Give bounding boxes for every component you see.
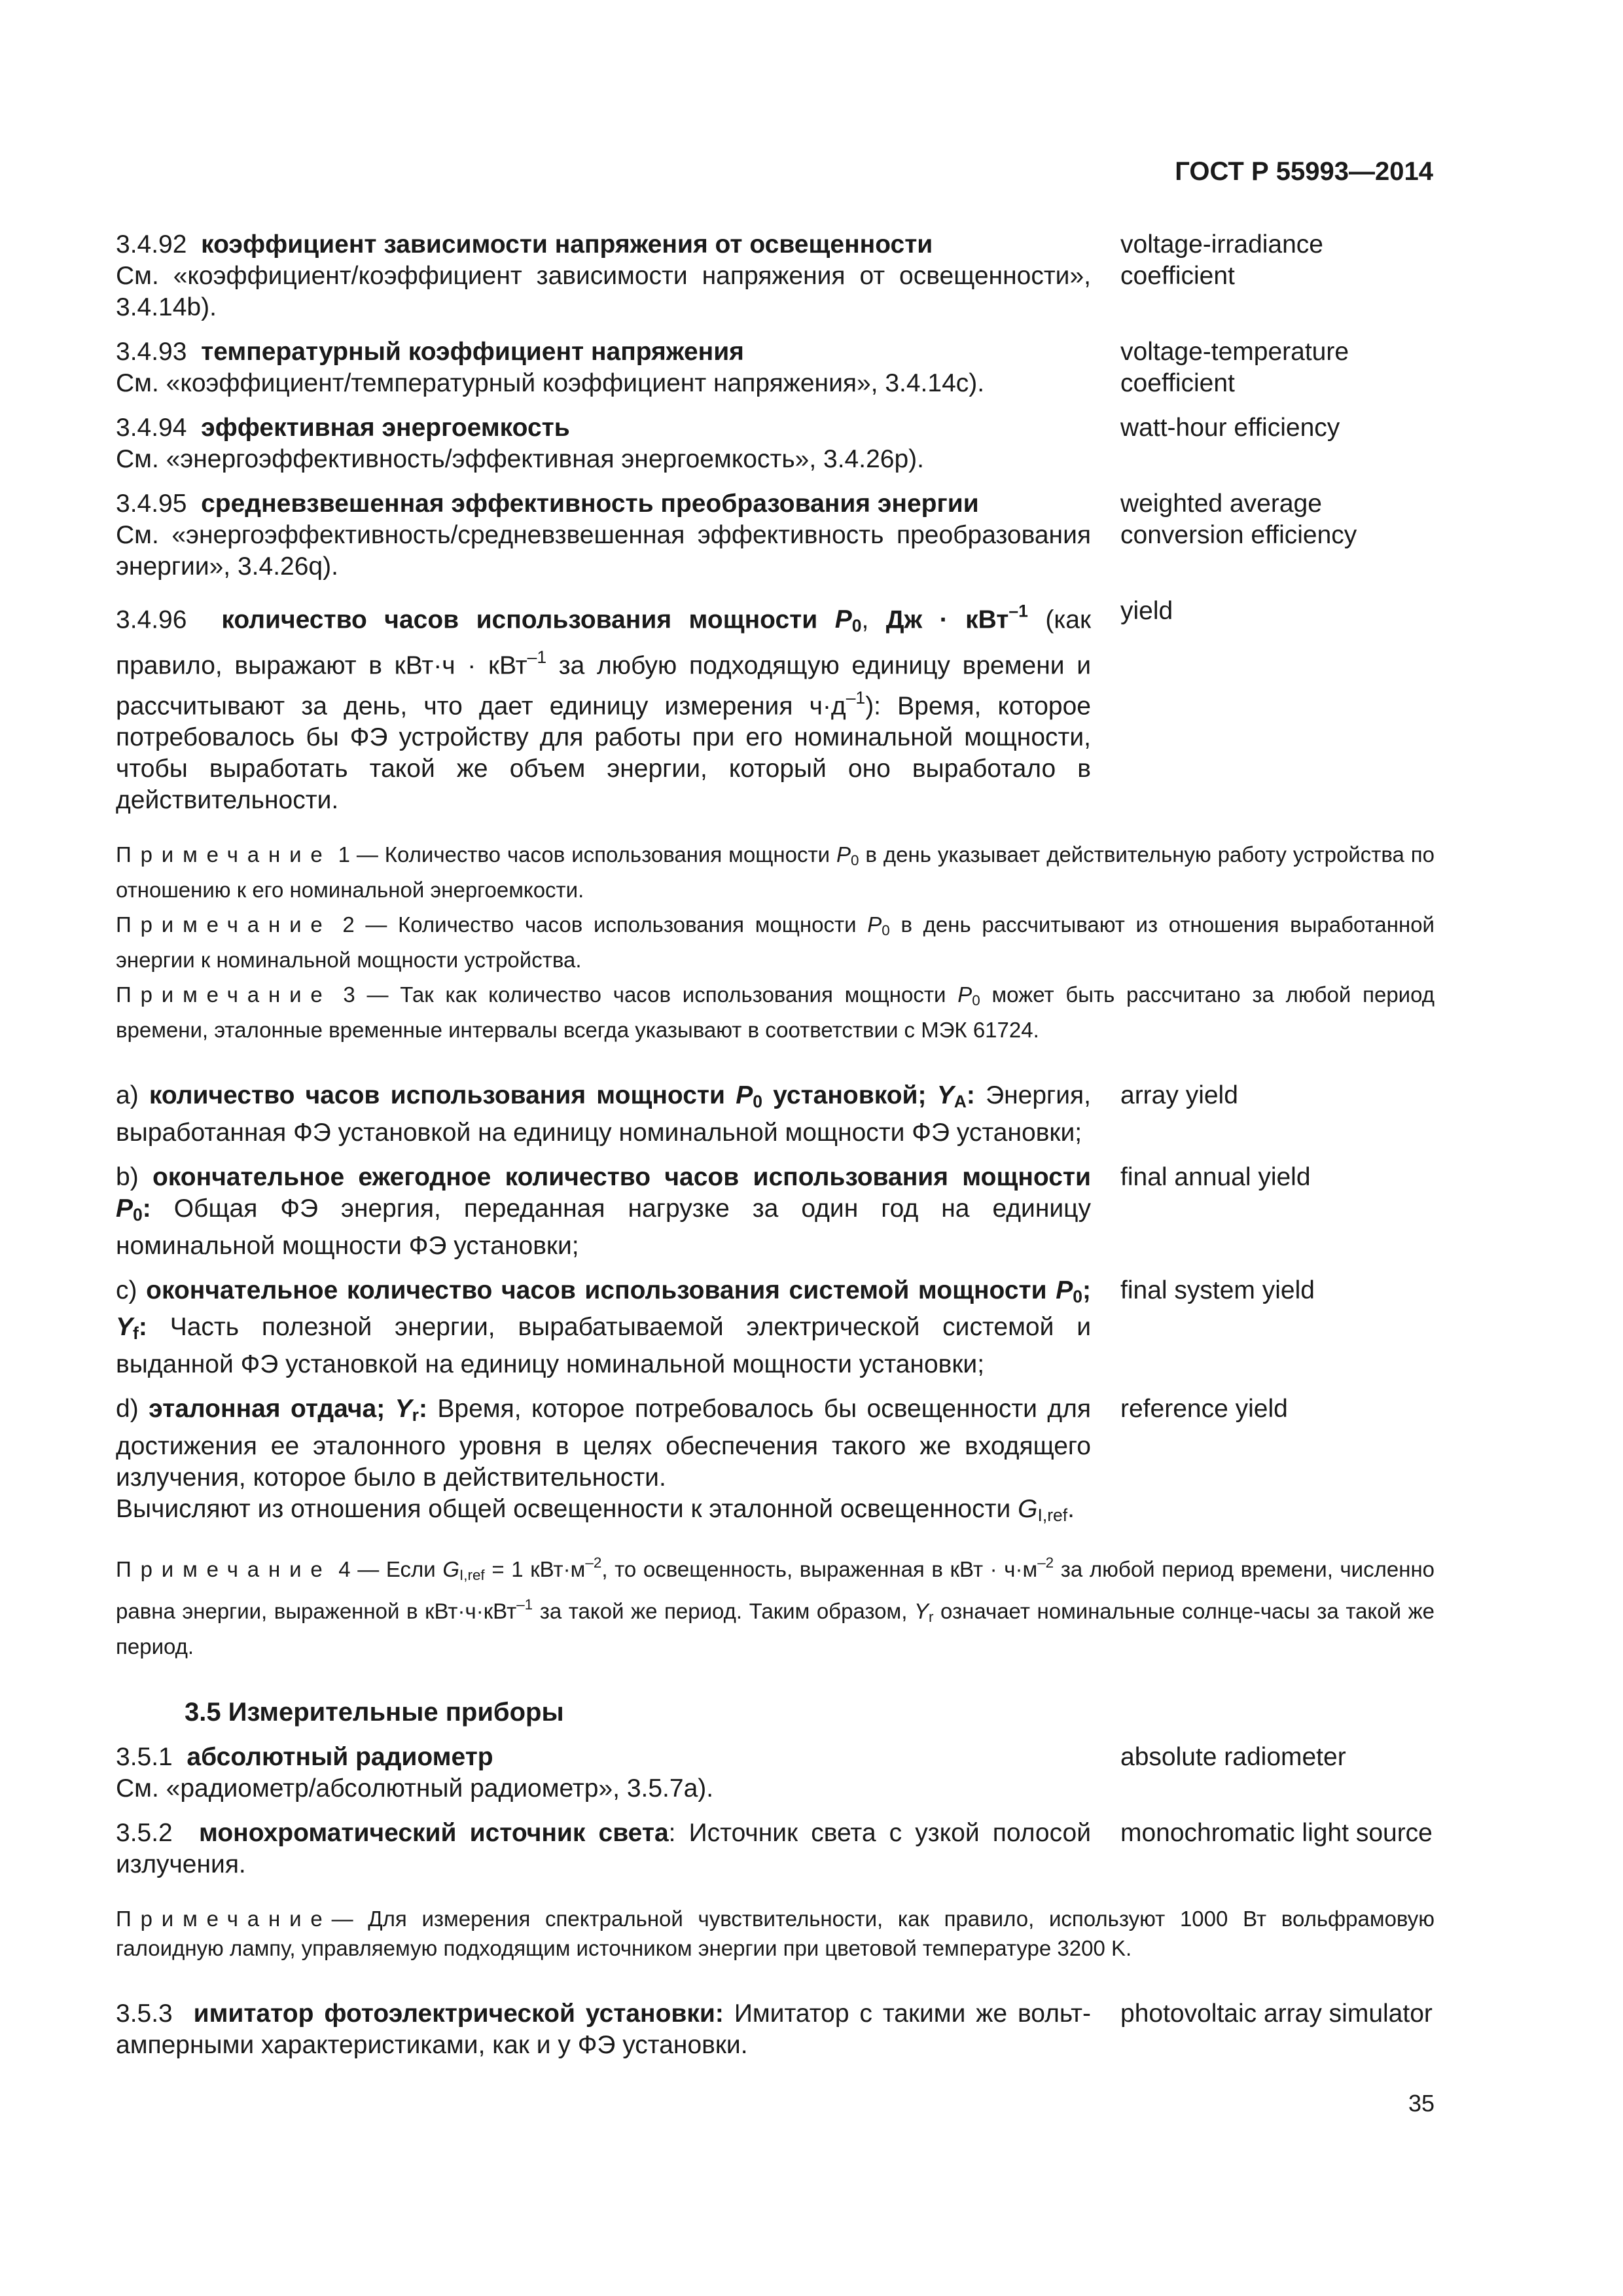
note-text: в день указывает действительную работу устройства по отношению к его номинальной энергоемкости. bbox=[116, 842, 1435, 903]
term-entry-3-4-92 bbox=[116, 229, 1435, 323]
item-symbol-subscript: I,ref bbox=[1037, 1505, 1068, 1525]
text-superscript: –1 bbox=[527, 647, 547, 668]
entry-number: 3.4.93 bbox=[116, 338, 187, 366]
entry-term: средневзвешенная эффективность преобразования энергии bbox=[201, 490, 979, 518]
item-english-term: final system yield bbox=[1120, 1276, 1315, 1304]
item-english-term: array yield bbox=[1120, 1081, 1238, 1109]
entry-english-term: weighted average conversion efficiency bbox=[1120, 490, 1357, 549]
note-symbol: P bbox=[957, 982, 972, 1007]
note-text: 4 — Если bbox=[338, 1556, 436, 1581]
note-text: 1 — Количество часов использования мощности bbox=[338, 842, 830, 867]
entry-number: 3.5.1 bbox=[116, 1742, 173, 1771]
item-text: Время, которое потребовалось бы освещенности для достижения ее эталонного уровня в целях обеспечения такого же входящего излучения, которое было в действительности. bbox=[116, 1395, 1092, 1492]
item-russian-text: d) эталонная отдача; $Y_r$: Время, которое потребовалось бы освещенности для достижения ее эталонного уровня в целях обеспечения такого же входящего излучения, которое было в действительности. Вычисляют из отношения общей освещенности к эталонной освещенности $G_{I,ref}$. bbox=[116, 1395, 1092, 1525]
item-english-term: final annual yield bbox=[1120, 1162, 1311, 1191]
term-entry-3-4-93 bbox=[116, 336, 1435, 399]
note-text: за такой же период. Таким образом, bbox=[539, 1598, 908, 1623]
term-entry-3-4-95 bbox=[116, 488, 1435, 583]
item-russian-text: c) окончательное количество часов использования системой мощности $P_0$; $Y_f$: Часть полезной энергии, вырабатываемой электрической системой и выданной ФЭ установкой на единицу номинальной мощности установки; bbox=[116, 1276, 1092, 1379]
note-superscript: –1 bbox=[516, 1596, 533, 1613]
entry-number: 3.4.94 bbox=[116, 414, 187, 442]
note-text: означает номинальные солнце-часы за такой же период. bbox=[116, 1598, 1435, 1659]
item-text: Общая ФЭ энергия, переданная нагрузке за один год на единицу номинальной мощности ФЭ установки; bbox=[116, 1194, 1091, 1260]
note-5 bbox=[116, 1904, 1435, 1963]
symbol-subscript: 0 bbox=[851, 616, 862, 636]
item-marker: c) bbox=[116, 1276, 137, 1304]
item-text: Вычисляют из отношения общей освещенности к эталонной освещенности bbox=[116, 1495, 1011, 1524]
entry-russian-text bbox=[116, 1742, 1091, 1804]
entry-term: эффективная энергоемкость bbox=[201, 414, 570, 442]
entry-term: монохроматический источник света bbox=[199, 1818, 669, 1847]
note-label: Примечание bbox=[116, 1556, 332, 1581]
note-symbol-subscript: 0 bbox=[972, 992, 980, 1009]
units-superscript: –1 bbox=[1008, 601, 1028, 621]
note-text: 3 — Так как количество часов использования мощности bbox=[343, 982, 946, 1007]
item-term: окончательное ежегодное количество часов использования мощности bbox=[152, 1162, 1091, 1191]
entry-english-term: voltage-irradiance coefficient bbox=[1120, 230, 1324, 290]
item-russian-text: b) окончательное ежегодное количество часов использования мощности $P_0$: Общая ФЭ энергия, переданная нагрузке за один год на единицу номинальной мощности ФЭ установки; bbox=[116, 1162, 1091, 1260]
section-heading: 3.5 Измерительные приборы bbox=[185, 1697, 564, 1727]
item-symbol-subscript: r bbox=[412, 1405, 419, 1426]
note-superscript: –2 bbox=[1037, 1554, 1054, 1571]
notes-group-1 bbox=[116, 840, 1435, 1045]
note-symbol: P bbox=[836, 842, 851, 867]
item-symbol-subscript: 0 bbox=[133, 1204, 143, 1225]
item-symbol-subscript: A bbox=[954, 1091, 967, 1111]
entry-number: 3.4.96 bbox=[116, 605, 187, 634]
entry-text: (как правило, выражают в кВт·ч · кВт bbox=[116, 605, 1092, 680]
term-entry-3-4-96 bbox=[116, 596, 1435, 816]
entry-english-term: watt-hour efficiency bbox=[1120, 414, 1340, 442]
item-marker: d) bbox=[116, 1395, 139, 1424]
entry-term: температурный коэффициент напряжения bbox=[201, 338, 744, 366]
text-superscript: –1 bbox=[846, 687, 866, 708]
item-term: установкой; bbox=[773, 1081, 927, 1109]
entry-definition: : Источник света с узкой полосой излучения. bbox=[116, 1818, 1092, 1878]
item-english-term: reference yield bbox=[1120, 1395, 1288, 1424]
note-symbol-subscript: I,ref bbox=[459, 1566, 485, 1583]
entry-number: 3.4.92 bbox=[116, 230, 187, 259]
item-symbol-subscript: f bbox=[133, 1323, 139, 1344]
item-text: Часть полезной энергии, вырабатываемой электрической системой и выданной ФЭ установкой на единицу номинальной мощности установки; bbox=[116, 1313, 1091, 1379]
list-item-a bbox=[116, 1080, 1435, 1149]
entry-number: 3.4.95 bbox=[116, 490, 187, 518]
entry-number: 3.5.3 bbox=[116, 1999, 173, 2028]
entry-english-term: absolute radiometer bbox=[1120, 1742, 1346, 1771]
term-entry-3-5-2 bbox=[116, 1818, 1435, 1880]
item-term: эталонная отдача; bbox=[149, 1395, 385, 1424]
item-marker: b) bbox=[116, 1162, 139, 1191]
entry-term: абсолютный радиометр bbox=[187, 1742, 493, 1771]
note-label: Примечание bbox=[116, 1906, 332, 1931]
entry-text: за любую подходящую единицу времени и рассчитывают за день, что дает единицу измерения ч·д bbox=[116, 651, 1091, 721]
entry-russian-text bbox=[116, 488, 1091, 583]
entry-russian-text: 3.4.96 количество часов использования мощности $P_0$, Дж · кВт$^{-1}$ (как правило, выражают в кВт·ч · кВт$^{-1}$ за любую подходящую единицу времени и рассчитывают за день, что дает единицу измерения $ч\cdot д^{-1}$): Время, которое потребовалось бы ФЭ устройству для работы при его номинальной мощности, чтобы выработать такой же объем энергии, который оно выработало в действительности. bbox=[116, 601, 1092, 815]
note-2 bbox=[116, 910, 1435, 975]
note-text: в день рассчитывают из отношения выработанной энергии к номинальной мощности устройства. bbox=[116, 912, 1435, 972]
note-label: Примечание bbox=[116, 912, 332, 937]
note-1 bbox=[116, 840, 1435, 905]
item-symbol-subscript: 0 bbox=[1073, 1286, 1083, 1306]
entry-russian-text bbox=[116, 1818, 1091, 1880]
note-label: Примечание bbox=[116, 842, 332, 867]
note-symbol-subscript: 0 bbox=[882, 922, 890, 939]
list-item-c bbox=[116, 1275, 1435, 1381]
entry-definition: См. «энергоэффективность/эффективная энергоемкость», 3.4.26p). bbox=[116, 445, 924, 473]
note-3 bbox=[116, 980, 1435, 1045]
entry-russian-text bbox=[116, 412, 1091, 475]
standard-code: ГОСТ Р 55993—2014 bbox=[1175, 157, 1433, 186]
item-symbol: Y bbox=[116, 1313, 134, 1342]
entry-term: коэффициент зависимости напряжения от освещенности bbox=[201, 230, 933, 259]
document-body bbox=[116, 229, 1435, 2074]
entry-definition: См. «коэффициент/температурный коэффициент напряжения», 3.4.14c). bbox=[116, 369, 985, 397]
note-text: = 1 кВт·м bbox=[491, 1556, 586, 1581]
term-entry-3-4-94 bbox=[116, 412, 1435, 475]
item-symbol: Y bbox=[395, 1395, 412, 1424]
item-symbol: Y bbox=[936, 1081, 954, 1109]
item-russian-text: a) количество часов использования мощности $P_0$ установкой; $Y_A$: Энергия, выработанная ФЭ установкой на единицу номинальной мощности ФЭ установки; bbox=[116, 1081, 1091, 1147]
item-symbol: P bbox=[1056, 1276, 1073, 1304]
item-term: окончательное количество часов использования системой мощности bbox=[146, 1276, 1047, 1304]
entry-definition: См. «радиометр/абсолютный радиометр», 3.5.7a). bbox=[116, 1774, 714, 1803]
entry-english-term: photovoltaic array simulator bbox=[1120, 1999, 1433, 2028]
entry-english-term: yield bbox=[1120, 597, 1173, 625]
note-symbol: P bbox=[867, 912, 882, 937]
item-symbol: P bbox=[736, 1081, 753, 1109]
item-marker: a) bbox=[116, 1081, 139, 1109]
entry-term: количество часов использования мощности bbox=[221, 605, 818, 634]
entry-text: ): Время, которое потребовалось бы ФЭ устройству для работы при его номинальной мощности, чтобы выработать такой же объем энергии, который оно выработало в действительности. bbox=[116, 692, 1091, 815]
note-text: — Для измерения спектральной чувствительности, как правило, используют 1000 Вт вольфрамовую галоидную лампу, управляемую подходящим источником энергии при цветовой температуре 3200 K. bbox=[116, 1906, 1435, 1960]
notes-group-2 bbox=[116, 1548, 1435, 1661]
note-superscript: –2 bbox=[585, 1554, 602, 1571]
entry-english-term: voltage-temperature coefficient bbox=[1120, 338, 1349, 397]
entry-definition: См. «энергоэффективность/средневзвешенная эффективность преобразования энергии», 3.4.26q). bbox=[116, 521, 1091, 581]
list-item-d bbox=[116, 1393, 1435, 1531]
note-text: за любой период времени, численно равна энергии, выраженной в кВт·ч·кВт bbox=[116, 1556, 1435, 1623]
entry-term: имитатор фотоэлектрической установки: bbox=[193, 1999, 724, 2028]
note-label: Примечание bbox=[116, 982, 332, 1007]
note-text: , то освещенность, выраженная в кВт · ч·м bbox=[601, 1556, 1038, 1581]
entry-russian-text bbox=[116, 229, 1091, 323]
item-text: Энергия, выработанная ФЭ установкой на единицу номинальной мощности ФЭ установки; bbox=[116, 1081, 1091, 1147]
item-symbol: P bbox=[116, 1194, 134, 1223]
term-entry-3-5-1 bbox=[116, 1742, 1435, 1804]
list-item-b bbox=[116, 1162, 1435, 1262]
entry-russian-text bbox=[116, 1998, 1091, 2061]
entry-number: 3.5.2 bbox=[116, 1818, 173, 1847]
item-term: количество часов использования мощности bbox=[149, 1081, 725, 1109]
item-symbol: G bbox=[1018, 1495, 1038, 1524]
term-entry-3-5-3 bbox=[116, 1998, 1435, 2061]
note-4 bbox=[116, 1548, 1435, 1661]
entry-definition: Имитатор с такими же вольт-амперными характеристиками, как и у ФЭ установки. bbox=[116, 1999, 1091, 2059]
notes-group-3 bbox=[116, 1904, 1435, 1963]
note-symbol-subscript: 0 bbox=[850, 852, 859, 869]
item-symbol-subscript: 0 bbox=[753, 1091, 762, 1111]
entry-definition: См. «коэффициент/коэффициент зависимости напряжения от освещенности», 3.4.14b). bbox=[116, 262, 1091, 321]
symbol-p: P bbox=[834, 605, 852, 634]
note-symbol: G bbox=[442, 1556, 460, 1581]
page-number: 35 bbox=[1408, 2090, 1435, 2117]
entry-english-term: monochromatic light source bbox=[1120, 1818, 1433, 1847]
note-symbol: Y bbox=[914, 1598, 929, 1623]
note-text: 2 — Количество часов использования мощности bbox=[342, 912, 857, 937]
entry-units: Дж · кВт bbox=[885, 605, 1009, 634]
note-symbol-subscript: r bbox=[928, 1608, 934, 1625]
entry-russian-text bbox=[116, 336, 1091, 399]
note-text: может быть рассчитано за любой период времени, эталонные временные интервалы всегда указывают в соответствии с МЭК 61724. bbox=[116, 982, 1435, 1042]
